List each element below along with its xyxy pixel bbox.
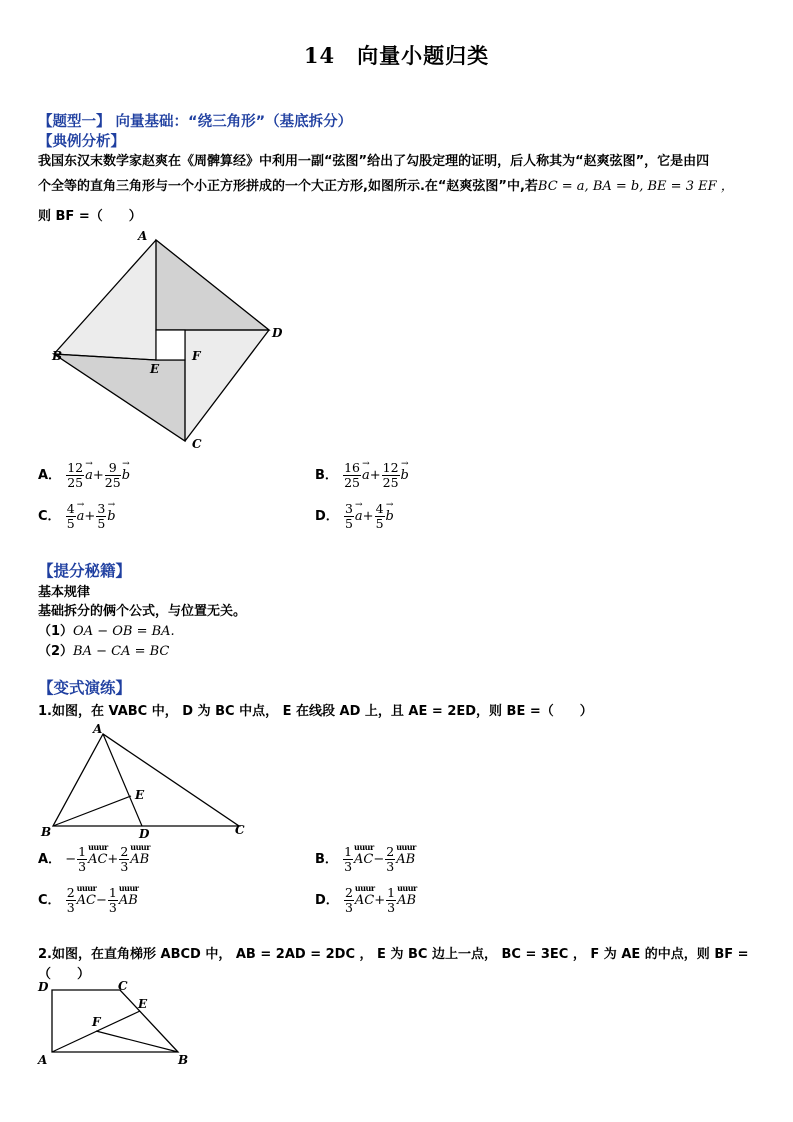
question-line-3: 则 BF =（ ） bbox=[38, 209, 142, 224]
tips-line-2: 基础拆分的俩个公式，与位置无关。 bbox=[38, 604, 247, 619]
q1-option-C[interactable]: C． $\frac{2}{3}$ uuur AC− $\frac{1}{3}$ uuur AB bbox=[38, 886, 138, 915]
tips-line-1: 基本规律 bbox=[38, 585, 91, 600]
label-D: D bbox=[272, 326, 283, 340]
practice-q2: 2.如图，在直角梯形 ABCD 中， AB = 2AD = 2DC ， E 为 BC 边上一点， BC = 3EC ， F 为 AE 的中点，则 BF = bbox=[38, 947, 749, 962]
option-D[interactable]: D． $\frac{3}{5}$ → a+ $\frac{4}{5}$ → b bbox=[315, 502, 394, 531]
trap-label-A: A bbox=[38, 1053, 48, 1067]
triangle-bottom bbox=[54, 354, 185, 441]
label-A: A bbox=[138, 229, 148, 243]
question-condition: BC = a, BA = b, BE = 3 EF ， bbox=[537, 179, 734, 194]
page-title: 14 向量小题归类 bbox=[303, 43, 490, 68]
triangle-top bbox=[156, 240, 269, 330]
trapezoid-diagram bbox=[34, 978, 204, 1070]
label-E: E bbox=[150, 362, 160, 376]
label-F: F bbox=[192, 349, 201, 363]
q1-option-A[interactable]: A． − $\frac{1}{3}$ uuur AC+ $\frac{2}{3}$ uuur AB bbox=[38, 845, 149, 874]
section-heading-type1: 【题型一】 向量基础：“绕三角形”（基底拆分） bbox=[38, 114, 353, 130]
option-A[interactable]: A． $\frac{12}{25}$ → a+ $\frac{9}{25}$ → b bbox=[38, 461, 130, 490]
practice-q1: 1.如图，在 VABC 中， D 为 BC 中点， E 在线段 AD 上，且 AE = 2ED，则 BE =（ ） bbox=[38, 704, 593, 719]
practice-q2-paren: （ ） bbox=[38, 967, 91, 982]
option-C[interactable]: C． $\frac{4}{5}$ → a+ $\frac{3}{5}$ → b bbox=[38, 502, 116, 531]
tri-label-C: C bbox=[235, 823, 245, 837]
tri-label-E: E bbox=[135, 788, 145, 802]
trap-label-F: F bbox=[92, 1015, 101, 1029]
label-B: B bbox=[52, 349, 63, 363]
zhao-shuang-diagram bbox=[40, 226, 290, 456]
triangle-diagram bbox=[35, 722, 255, 842]
tips-heading: 【提分秘籍】 bbox=[38, 562, 132, 580]
tri-label-B: B bbox=[41, 825, 52, 839]
question-line-1: 我国东汉末数学家赵爽在《周髀算经》中利用一副“弦图”给出了勾股定理的证明，后人称其为“赵爽弦图”，它是由四 bbox=[38, 154, 710, 169]
trap-label-C: C bbox=[118, 979, 128, 993]
q1-option-B[interactable]: B． $\frac{1}{3}$ uuur AC− $\frac{2}{3}$ uuur AB bbox=[315, 845, 415, 874]
inner-square bbox=[156, 330, 185, 360]
trap-label-D: D bbox=[38, 980, 49, 994]
tri-label-A: A bbox=[93, 722, 103, 736]
label-C: C bbox=[192, 437, 202, 451]
tri-label-D: D bbox=[139, 827, 150, 841]
practice-heading: 【变式演练】 bbox=[38, 679, 132, 697]
example-analysis-label: 【典例分析】 bbox=[38, 134, 125, 150]
question-line-2: 个全等的直角三角形与一个小正方形拼成的一个大正方形,如图所示.在“赵爽弦图”中,若BC = a, BA = b, BE = 3 EF ， bbox=[38, 179, 734, 194]
formula-1: （1）OA − OB = BA. bbox=[38, 624, 175, 639]
option-B[interactable]: B． $\frac{16}{25}$ → a+ $\frac{12}{25}$ → b bbox=[315, 461, 409, 490]
trap-label-E: E bbox=[138, 997, 148, 1011]
q1-option-D[interactable]: D． $\frac{2}{3}$ uuur AC+ $\frac{1}{3}$ uuur AB bbox=[315, 886, 416, 915]
trap-label-B: B bbox=[178, 1053, 189, 1067]
formula-2: （2）BA − CA = BC bbox=[38, 644, 170, 659]
